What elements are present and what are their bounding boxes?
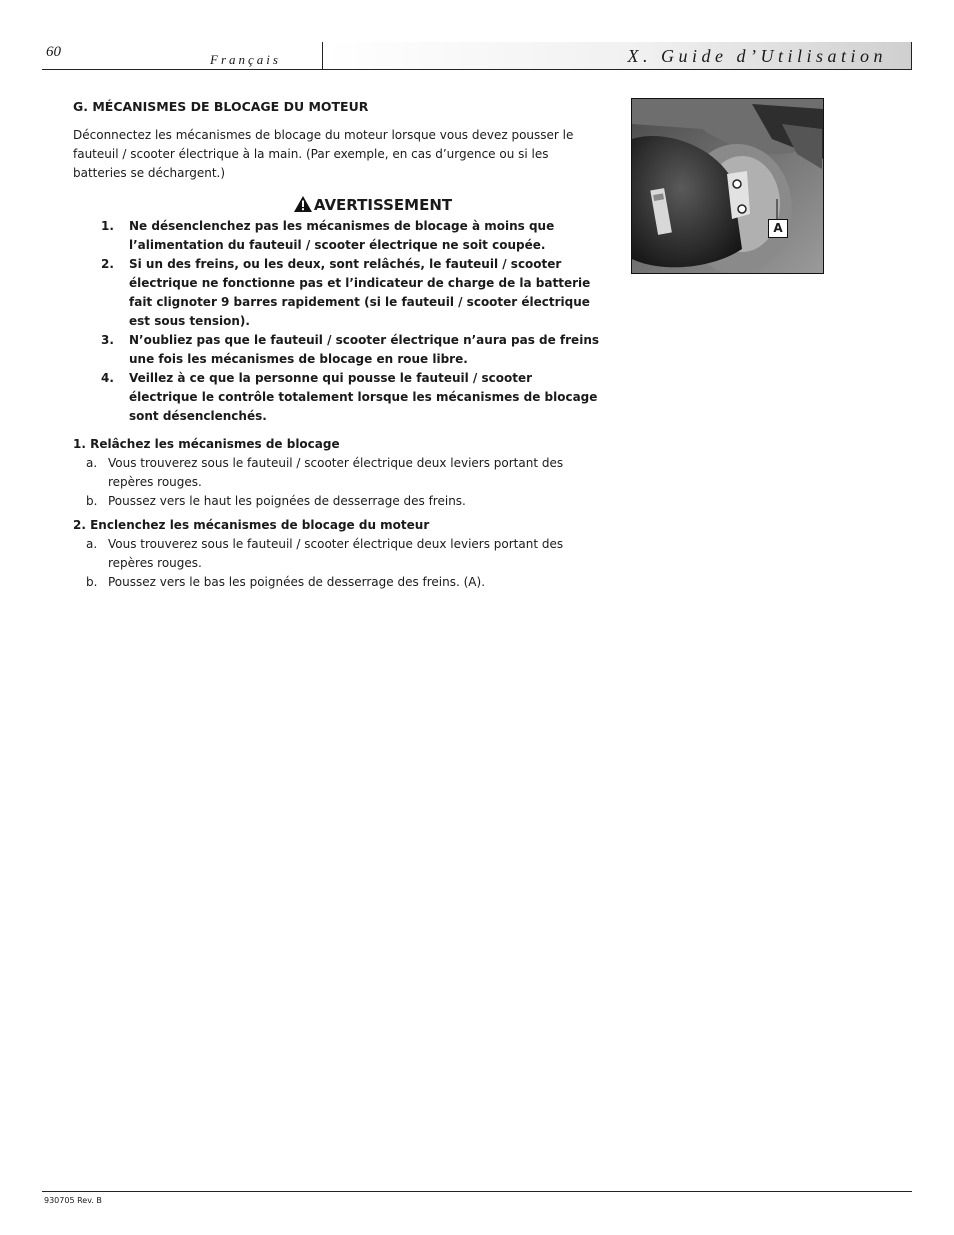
list-item bbox=[73, 535, 603, 573]
warning-item-number: 1. bbox=[101, 219, 114, 233]
step-title: 1. Relâchez les mécanismes de blocage bbox=[73, 437, 340, 451]
step-list bbox=[73, 535, 603, 592]
chapter-banner bbox=[322, 42, 912, 69]
main-content bbox=[73, 97, 603, 597]
list-item-letter: a. bbox=[86, 537, 98, 551]
header-rule bbox=[42, 69, 912, 70]
step-list bbox=[73, 454, 603, 511]
brake-release-photo bbox=[631, 98, 824, 274]
list-item bbox=[73, 454, 603, 492]
warning-heading bbox=[143, 196, 603, 215]
warning-triangle-icon bbox=[294, 196, 312, 212]
warning-list bbox=[73, 217, 603, 426]
section-title: G. MÉCANISMES DE BLOCAGE DU MOTEUR bbox=[73, 99, 369, 114]
brake-motor-illustration bbox=[632, 99, 823, 273]
list-item-text: Vous trouverez sous le fauteuil / scooter électrique deux leviers portant des repères rouges. bbox=[108, 537, 564, 570]
warning-item bbox=[73, 369, 603, 426]
page-number: 60 bbox=[46, 44, 61, 60]
warning-item-text: N’oubliez pas que le fauteuil / scooter électrique n’aura pas de freins une fois les mécanismes de blocage en roue libre. bbox=[129, 333, 599, 366]
page-header bbox=[42, 42, 912, 70]
warning-item bbox=[73, 255, 603, 331]
list-item-text: Vous trouverez sous le fauteuil / scooter électrique deux leviers portant des repères rouges. bbox=[108, 456, 564, 489]
section-intro: Déconnectez les mécanismes de blocage du moteur lorsque vous devez pousser le fauteuil / scooter électrique à la main. (Par exemple, en cas d’urgence ou si les batteries se déchargent.) bbox=[73, 128, 574, 180]
list-item-letter: b. bbox=[86, 575, 98, 589]
list-item-letter: a. bbox=[86, 456, 98, 470]
warning-item-number: 3. bbox=[101, 333, 114, 347]
list-item-text: Poussez vers le bas les poignées de desserrage des freins. (A). bbox=[108, 575, 486, 589]
warning-title: AVERTISSEMENT bbox=[313, 196, 453, 214]
warning-item-text: Ne désenclenchez pas les mécanismes de blocage à moins que l’alimentation du fauteuil / scooter électrique ne soit coupée. bbox=[129, 219, 555, 252]
callout-label-a: A bbox=[768, 219, 788, 238]
document-code: 930705 Rev. B bbox=[44, 1196, 102, 1205]
warning-item-number: 4. bbox=[101, 371, 114, 385]
step-title: 2. Enclenchez les mécanismes de blocage du moteur bbox=[73, 518, 430, 532]
warning-item-text: Veillez à ce que la personne qui pousse le fauteuil / scooter électrique le contrôle totalement lorsque les mécanismes de blocage sont désenclenchés. bbox=[129, 371, 598, 423]
list-item bbox=[73, 573, 603, 592]
warning-item-number: 2. bbox=[101, 257, 114, 271]
warning-item bbox=[73, 217, 603, 255]
chapter-title: X. Guide d’Utilisation bbox=[627, 46, 887, 66]
language-label: Français bbox=[210, 52, 281, 67]
footer-rule bbox=[42, 1191, 912, 1192]
list-item-letter: b. bbox=[86, 494, 98, 508]
list-item-text: Poussez vers le haut les poignées de desserrage des freins. bbox=[108, 494, 466, 508]
warning-item-text: Si un des freins, ou les deux, sont relâchés, le fauteuil / scooter électrique ne fonctionne pas et l’indicateur de charge de la batterie fait clignoter 9 barres rapidement (si le fauteuil / scooter électrique est sous tension). bbox=[129, 257, 591, 328]
warning-item bbox=[73, 331, 603, 369]
list-item bbox=[73, 492, 603, 511]
